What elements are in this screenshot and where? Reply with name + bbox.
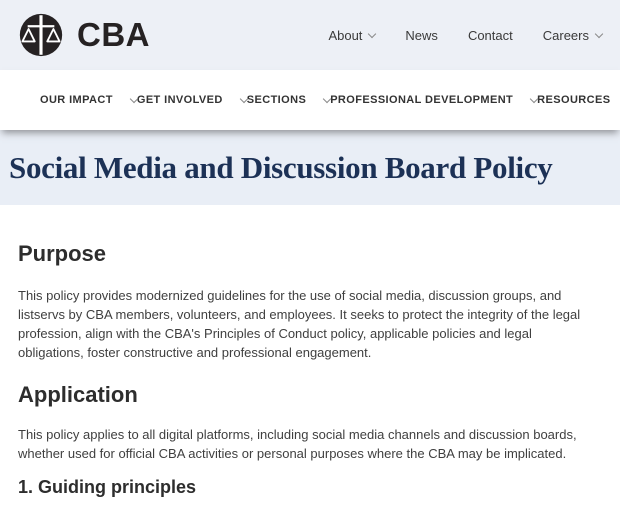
top-nav-item-news[interactable] [405,28,438,43]
main-nav-label: SECTIONS [246,94,307,106]
top-nav-item-about[interactable] [328,28,375,43]
main-nav-label: RESOURCES [537,94,611,106]
page-title: Social Media and Discussion Board Policy [9,149,553,185]
top-nav-label: Careers [542,27,589,43]
chevron-down-icon [368,29,376,37]
top-nav-item-careers[interactable] [543,28,602,43]
top-nav [328,28,606,43]
top-nav-label: About [328,27,363,43]
brand-logo-link[interactable] [18,12,150,58]
main-nav-label: GET INVOLVED [136,94,223,106]
policy-content [0,205,620,498]
brand-name: CBA [77,16,150,53]
subheading-guiding-principles: 1. Guiding principles [18,477,197,497]
application-paragraph: This policy applies to all digital platforms, including social media channels and discussion boards, whether used for official CBA activities or personal purposes where the CBA may be implicated. [18,427,577,461]
top-nav-item-contact[interactable] [468,28,513,43]
main-nav [0,70,620,130]
cba-scales-logo-icon [18,12,64,58]
main-nav-item-resources[interactable] [537,94,620,106]
main-nav-item-professional-development[interactable] [330,94,537,106]
main-nav-item-get-involved[interactable] [137,94,247,106]
main-nav-label: OUR IMPACT [40,94,113,106]
page-title-band [0,130,620,205]
site-header [0,0,620,70]
chevron-down-icon [595,29,603,37]
top-nav-label: News [405,27,438,43]
section-heading-application: Application [18,382,138,407]
main-nav-item-sections[interactable] [247,94,330,106]
main-nav-item-our-impact[interactable] [40,94,137,106]
main-nav-label: PROFESSIONAL DEVELOPMENT [330,94,514,106]
section-heading-purpose: Purpose [18,241,107,266]
purpose-paragraph: This policy provides modernized guidelines for the use of social media, discussion groups, and listservs by CBA members, volunteers, and employees. It seeks to protect the integrity of the legal profession, align with the CBA's Principles of Conduct policy, applicable policies and legal obligations, foster constructive and professional engagement. [18,288,581,360]
top-nav-label: Contact [467,27,513,43]
